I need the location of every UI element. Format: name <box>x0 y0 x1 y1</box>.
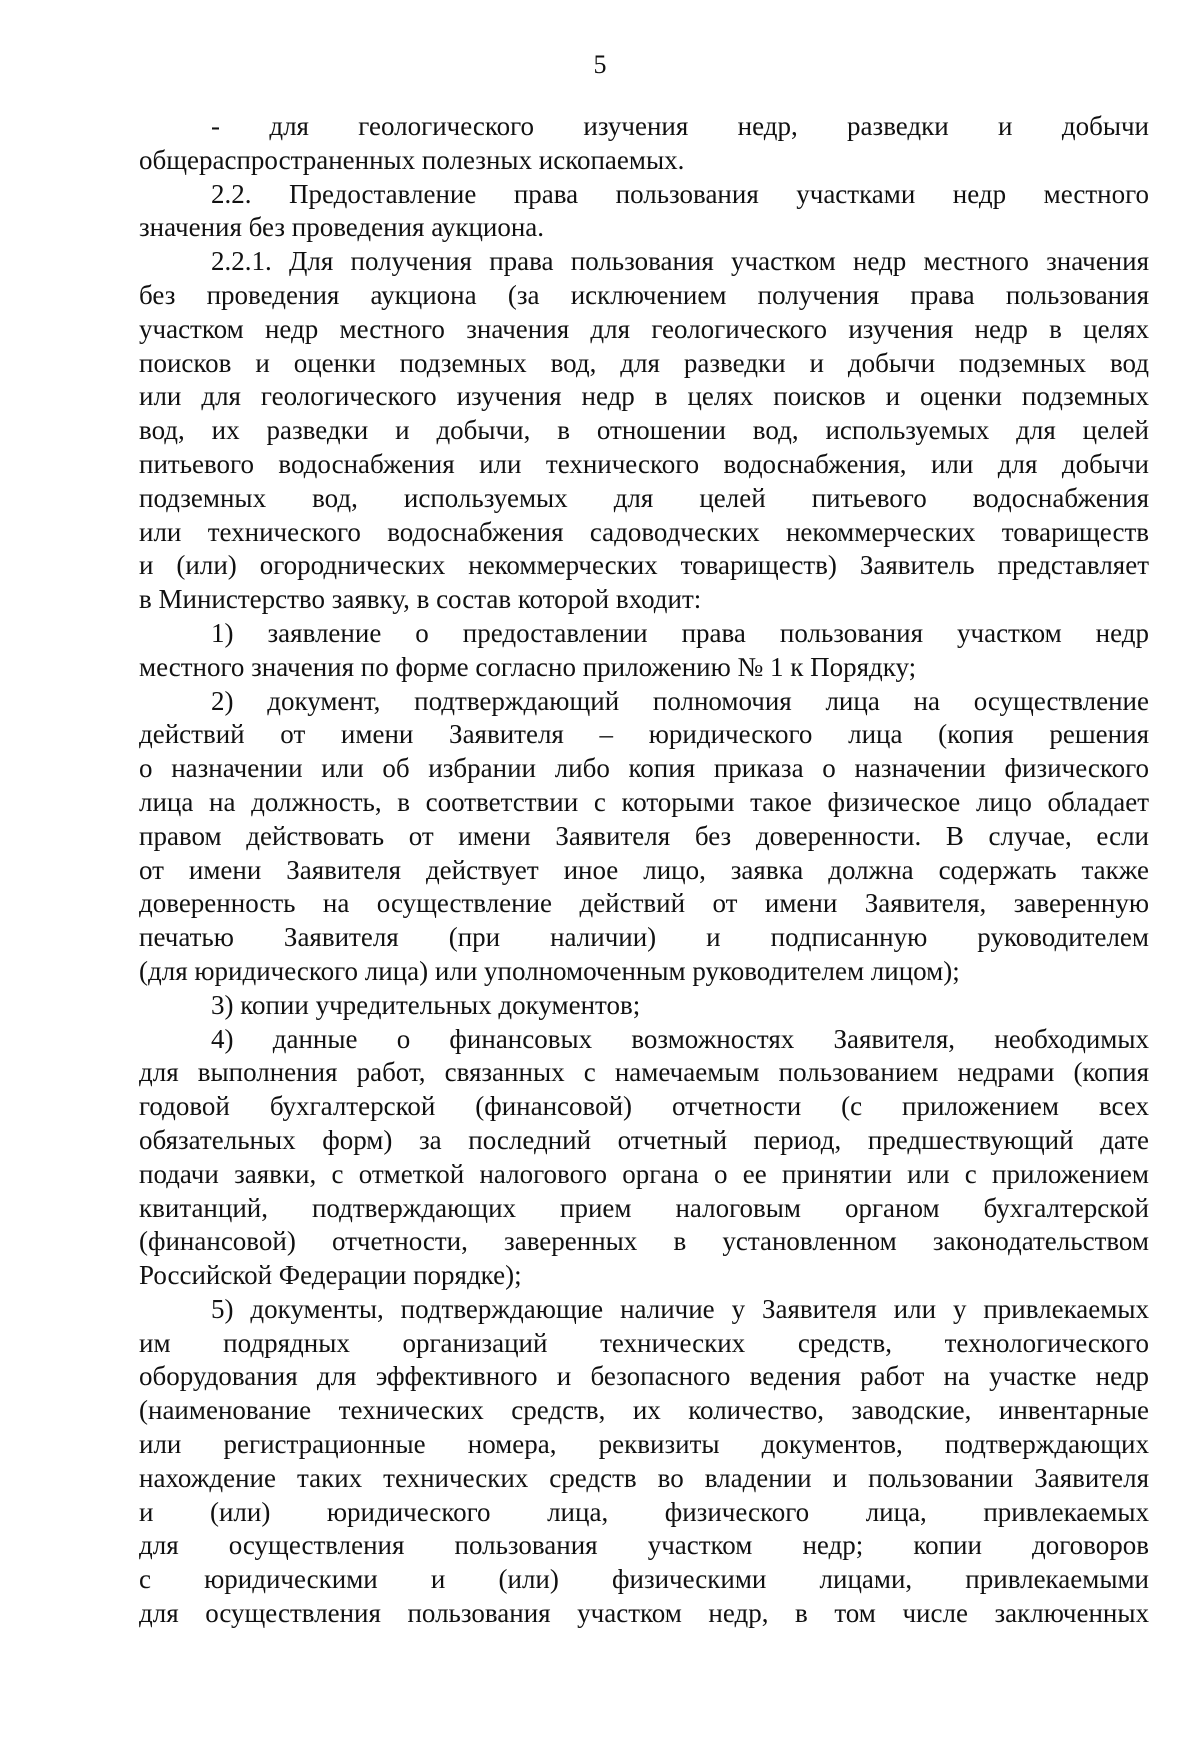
text-line: оборудования для эффективного и безопасного ведения работ на участке недр <box>139 1361 1149 1392</box>
text-line: в Министерство заявку, в состав которой входит: <box>139 584 702 615</box>
text-line: им подрядных организаций технических средств, технологического <box>139 1327 1149 1358</box>
text-line: вод, их разведки и добычи, в отношении вод, используемых для целей <box>139 415 1149 446</box>
text-line: с юридическими и (или) физическими лицами, привлекаемыми <box>139 1564 1149 1595</box>
paragraph <box>139 110 1149 178</box>
text-line: подачи заявки, с отметкой налогового органа о ее принятии или с приложением <box>139 1158 1149 1189</box>
text-line: 2.2.1. Для получения права пользования участком недр местного значения <box>211 246 1149 277</box>
text-line: (для юридического лица) или уполномоченным руководителем лицом); <box>139 955 960 986</box>
text-line: для осуществления пользования участком недр, в том числе заключенных <box>139 1598 1149 1629</box>
text-line: 1) заявление о предоставлении права пользования участком недр <box>211 617 1149 648</box>
paragraph <box>139 685 1149 989</box>
text-line: годовой бухгалтерской (финансовой) отчетности (с приложением всех <box>139 1091 1149 1122</box>
paragraph <box>139 989 1149 1023</box>
text-line: для выполнения работ, связанных с намечаемым пользованием недрами (копия <box>139 1057 1149 1088</box>
text-line: лица на должность, в соответствии с которыми такое физическое лицо обладает <box>139 786 1149 817</box>
text-line: подземных вод, используемых для целей питьевого водоснабжения <box>139 482 1149 513</box>
text-line: действий от имени Заявителя – юридического лица (копия решения <box>139 719 1149 750</box>
text-line: обязательных форм) за последний отчетный период, предшествующий дате <box>139 1124 1149 1155</box>
text-line: общераспространенных полезных ископаемых. <box>139 144 685 175</box>
text-line: от имени Заявителя действует иное лицо, заявка должна содержать также <box>139 854 1149 885</box>
text-line: о назначении или об избрании либо копия приказа о назначении физического <box>139 753 1149 784</box>
paragraph <box>139 178 1149 246</box>
paragraph <box>139 617 1149 685</box>
page-number: 5 <box>593 50 607 79</box>
text-line: квитанций, подтверждающих прием налоговым органом бухгалтерской <box>139 1192 1149 1223</box>
text-line: без проведения аукциона (за исключением получения права пользования <box>139 279 1149 310</box>
text-line: печатью Заявителя (при наличии) и подписанную руководителем <box>139 922 1149 953</box>
text-line: (наименование технических средств, их количество, заводские, инвентарные <box>139 1395 1149 1426</box>
text-line: участком недр местного значения для геологического изучения недр в целях <box>139 313 1149 344</box>
text-line: - для геологического изучения недр, разведки и добычи <box>211 111 1149 141</box>
text-line: нахождение таких технических средств во владении и пользовании Заявителя <box>139 1462 1149 1493</box>
text-line: и (или) юридического лица, физического лица, привлекаемых <box>139 1496 1149 1527</box>
paragraph <box>139 1293 1149 1631</box>
text-line: доверенность на осуществление действий от имени Заявителя, заверенную <box>139 888 1149 919</box>
text-line: 4) данные о финансовых возможностях Заявителя, необходимых <box>211 1023 1149 1054</box>
text-line: значения без проведения аукциона. <box>139 212 545 243</box>
text-line: или технического водоснабжения садоводческих некоммерческих товариществ <box>139 516 1149 547</box>
text-line: для осуществления пользования участком недр; копии договоров <box>139 1530 1149 1561</box>
text-line: Российской Федерации порядке); <box>139 1260 522 1291</box>
text-line: правом действовать от имени Заявителя без доверенности. В случае, если <box>139 820 1149 851</box>
text-line: питьевого водоснабжения или технического водоснабжения, или для добычи <box>139 448 1149 479</box>
document-body <box>139 110 1149 1631</box>
text-line: или регистрационные номера, реквизиты документов, подтверждающих <box>139 1429 1149 1460</box>
text-line: 3) копии учредительных документов; <box>211 989 641 1020</box>
text-line: местного значения по форме согласно приложению № 1 к Порядку; <box>139 651 917 682</box>
text-line: или для геологического изучения недр в целях поисков и оценки подземных <box>139 381 1149 412</box>
text-line: 5) документы, подтверждающие наличие у Заявителя или у привлекаемых <box>211 1293 1149 1324</box>
text-line: и (или) огороднических некоммерческих товариществ) Заявитель представляет <box>139 550 1149 581</box>
paragraph <box>139 1023 1149 1293</box>
text-line: (финансовой) отчетности, заверенных в установленном законодательством <box>139 1226 1149 1257</box>
text-line: 2) документ, подтверждающий полномочия лица на осуществление <box>211 685 1149 716</box>
text-line: 2.2. Предоставление права пользования участками недр местного <box>211 178 1149 209</box>
paragraph <box>139 245 1149 617</box>
text-line: поисков и оценки подземных вод, для разведки и добычи подземных вод <box>139 347 1149 378</box>
